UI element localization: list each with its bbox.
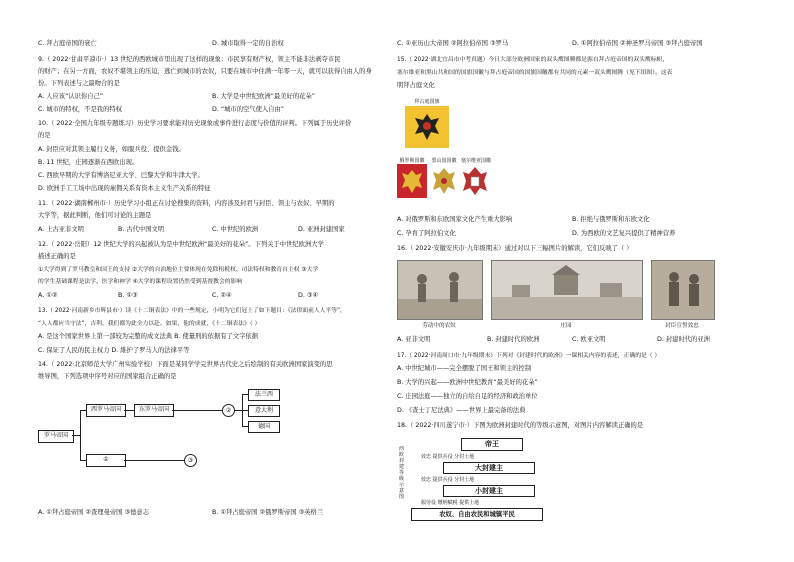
q9-stem-3: 份。下列表述与之最吻合的是 (38, 80, 120, 87)
q9-option-b: B. 大学是中世纪欧洲“最美好的花朵” (212, 93, 316, 100)
mind-map-diagram (38, 388, 338, 500)
q9-stem-1: 9.（ 2022·甘肃平凉市·）13 世纪的西欧城市里出现了这样的现象：市民享有财产权，领主不能非法剥夺市民 (38, 56, 341, 63)
tier-small-lords: 小封建主 (443, 485, 535, 497)
diagram-circle-2: ② (222, 404, 235, 417)
q10-option-c: C. 西欧早期的大学有博洛尼亚大学、巴黎大学和牛津大学。 (38, 172, 204, 179)
serf-labor-photo (397, 260, 483, 320)
serf-labor-caption: 劳动中的农奴 (422, 323, 456, 329)
q14-option-b: B. ①拜占庭帝国 ②俄罗斯帝国 ③英格兰 (212, 509, 324, 516)
q17-option-c: C. 庄园法庭——独立的自给自足的经济和政治单位 (397, 393, 538, 400)
diagram-east-roman-box: 东罗马帝国 (134, 404, 174, 417)
q15-stem-3: 明拜占庭文化 (397, 82, 435, 89)
q14-option-a: A. ①拜占庭帝国 ②查理曼帝国 ③德意志 (38, 509, 149, 516)
montenegro-caption: 黑山国国徽 (431, 158, 457, 164)
q16-option-b: B. 封建时代的欧洲 (487, 336, 540, 343)
q9-stem-2: 的财产；在另一方面，农奴不堪领主的压迫，逃亡到城市的农奴，只要在城市中住满一年零一天，就可以获得自由人的身 (38, 68, 372, 75)
q14-option-d: D. ①阿拉伯帝国 ②神圣罗马帝国 ③拜占庭帝国 (572, 40, 703, 47)
montenegro-emblem-image (430, 164, 458, 198)
byzantine-flag-caption: 拜占庭国旗 (414, 99, 440, 105)
q14-stem-1: 14.（ 2022·北京师范大学广州实验学校）下面是某同学学完世界古代史之后绘制的有关欧洲国家演变的思 (38, 361, 333, 368)
q10-stem-1: 10.（ 2022·全国九年级专题练习）历史学习要求能对历史现象或事件进行态度与价值的评判。下列属于历史评价 (38, 120, 352, 127)
q17-option-a: A. 中世纪城市——完全摆脱了国王和领主的控制 (397, 365, 532, 372)
q11-option-a: A. 上古亚非文明 (38, 226, 84, 233)
diagram-italy-box: 意大利 (248, 405, 280, 417)
q10-stem-2: 的是 (38, 132, 51, 139)
q9-option-c: C. 城市的特权，不是我的特权 (38, 106, 122, 113)
diagram-west-rome-box: 西罗马帝国 (86, 404, 126, 417)
diagram-france-box: 法兰西 (248, 389, 280, 401)
tier-peasants: 农奴、自由农民和城镇平民 (411, 508, 543, 521)
q9-option-a: A. 人应该“认识你自己” (38, 93, 104, 100)
q16-option-d: D. 封建时代的亚洲 (657, 336, 710, 343)
q12-stem-4: 的学生基础课程是法学、医学和神学 ④大学的课程设置仍然受到基督教会的影响 (38, 279, 243, 285)
q12-option-b: B. ①③ (118, 292, 138, 299)
q17-option-d: D. 《查士丁尼法典》——世界上最完备的法典 (397, 407, 526, 414)
tier-note-3: 服劳役 缴纳赋税 提供土地 (421, 500, 480, 506)
q12-stem-1: 12.（ 2022·岳阳）12 世纪大学的兴起被认为是中世纪欧洲“最美好的花朵”。下列关于中世纪欧洲大学 (38, 241, 324, 248)
diagram-circle1-box: ① (86, 454, 126, 467)
q13-options-cd: C. 保证了人民的民主权力 D. 維护了罗马人的法律平等 (38, 347, 190, 354)
serbia-emblem-image (461, 164, 489, 198)
q10-option-b: B. 11 世纪，庄园逐渐在西欧出现。 (38, 159, 139, 166)
right-column (397, 0, 794, 562)
q11-option-d: D. 亚洲封建国家 (298, 226, 345, 233)
hierarchy-side-label: 西欧封建等级示意图 (399, 446, 405, 500)
q16-stem: 16.（ 2022·安徽安庆市·九年级期末）通过对以下三幅图片的解读，它们反映了（ ） (397, 245, 633, 252)
russia-caption: 俄罗斯国徽 (399, 158, 425, 164)
q16-option-c: C. 欧亚文明 (572, 336, 606, 343)
tier-emperor: 帝王 (461, 438, 523, 451)
q12-option-a: A. ①② (38, 292, 58, 299)
q8-option-c: C. 拜占庭帝国的衰亡 (38, 40, 97, 47)
serbia-caption: 塞尔维亚国徽 (461, 158, 492, 164)
q13-options-ab: A. 是这个国家世界上第一部较为完整的成文法典 B. 使量刑的依据有了文字依据 (38, 333, 259, 340)
vassal-oath-photo (651, 260, 715, 320)
q15-option-d: D. 为西欧的文艺复兴提供了精神营养 (572, 230, 676, 237)
q12-stem-2: 描述正确的是 (38, 253, 76, 260)
diagram-germany-box: 德国 (248, 421, 280, 433)
q15-stem-2: 塞尔维亚和黑山共和国的国旗国徽与拜占庭帝国的国旗国徽都有共同的元素一双头鹰图腾（见下组图）。这表 (397, 70, 673, 76)
manor-photo (491, 260, 643, 320)
q12-stem-3: ①大学得到了罗马教皇和国王的支持 ②大学的自治地位主要体现在免除租税权、司法特权和教育自主权 ③大学 (38, 267, 319, 273)
q15-option-c: C. 孕育了阿拉伯文化 (397, 230, 456, 237)
russia-emblem-image (397, 164, 427, 198)
q11-stem-2: 大学等，据此判断，他们可讨论的主题是 (38, 212, 152, 219)
tier-note-1: 效忠 提供兵役 分封土地 (421, 454, 475, 460)
q15-option-b: B. 拒绝与俄罗斯和东欧文化 (572, 216, 650, 223)
q14-option-c: C. ①亚历山大帝国 ②阿拉伯帝国 ③罗马 (397, 40, 509, 47)
q15-option-a: A. 对俄罗斯和东欧国家文化产生重大影响 (397, 216, 513, 223)
feudal-hierarchy-diagram (397, 438, 547, 524)
tier-great-lords: 大封建主 (443, 462, 535, 474)
q10-option-a: A. 封臣应对其领主履行义务，如服兵役、提供金钱。 (38, 146, 185, 153)
q9-option-d: D. “城市的空气使人自由” (212, 106, 285, 113)
q10-option-d: D. 欧洲手工工场中出现的雇佣关系有资本主义生产关系的特征 (38, 185, 211, 192)
q12-option-d: D. ③④ (298, 292, 319, 299)
tier-note-2: 效忠 提供兵役 分封土地 (421, 477, 475, 483)
manor-caption: 庄园 (560, 323, 572, 329)
q15-stem-1: 15.（ 2022·湖北宜昌市中考真题）今日大部分欧洲国家的双头鹰图腾都是源自拜占庭帝国的双头鹰标帜， (397, 57, 669, 63)
q13-stem-1: 13.（ 2022·河南新乡市辉县市·）读《十二铜表法》中的一些规定，小明为它们冠上了如下题目：《法律面前人人平等”， (38, 308, 346, 314)
diagram-rome-box: 罗马帝国 (38, 430, 74, 443)
q8-option-d: D. 城市取得一定的自治权 (212, 40, 284, 47)
diagram-circle-3: ③ (184, 454, 197, 467)
q11-stem-1: 11.（ 2022·湖南郴州市·）历史学习小组正在讨论搜集的资料，内容涉及封君与封臣、领主与农奴、早期的 (38, 200, 335, 207)
q16-option-a: A. 亚非文明 (397, 336, 431, 343)
vassal-oath-caption: 封臣宣誓效忠 (665, 323, 699, 329)
q17-stem: 17.（ 2022·河南周口市·九年级期末）下列对《封建时代的欧洲》一课相关内容的表述，正确的是（ ） (397, 353, 661, 359)
q13-stem-2: “人人都应当守法”，吉利，我们都为此全力以赴。如果，他的成就，《十二铜表法》（ ） (38, 321, 261, 327)
q11-option-c: C. 中世纪的欧洲 (212, 226, 259, 233)
q18-stem: 18.（ 2022·四川遂宁市·）下图为欧洲封建时代的等级示意图，对图片内容解读正确的是 (397, 422, 644, 429)
q14-stem-2: 维导图，下列选项中序号对应的国家组合正确的是 (38, 373, 177, 380)
byzantine-flag-image (405, 106, 449, 148)
q11-option-b: B. 古代中国文明 (118, 226, 165, 233)
q12-option-c: C. ②④ (212, 292, 232, 299)
q17-option-b: B. 大学的兴起——欧洲中世纪教育“最美好的花朵” (397, 379, 538, 386)
